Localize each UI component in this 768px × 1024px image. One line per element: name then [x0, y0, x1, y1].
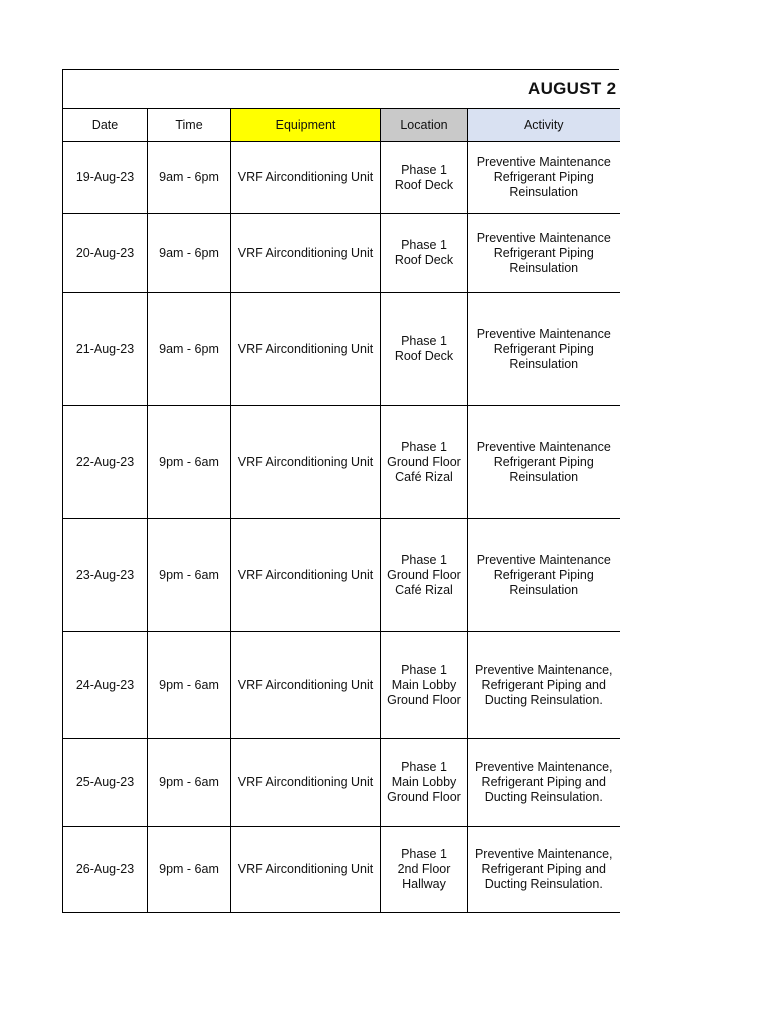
cell-location: Phase 1 Roof Deck — [381, 293, 468, 406]
cell-location: Phase 1 Roof Deck — [381, 214, 468, 293]
cell-activity: Preventive Maintenance Refrigerant Piping Reinsulation — [468, 406, 620, 519]
title-bar — [62, 69, 619, 108]
cell-activity: Preventive Maintenance, Refrigerant Piping and Ducting Reinsulation. — [468, 739, 620, 827]
table-row — [63, 739, 620, 827]
cell-time: 9pm - 6am — [148, 406, 231, 519]
table-row — [63, 142, 620, 214]
cell-location: Phase 1 Roof Deck — [381, 142, 468, 214]
cell-date: 19-Aug-23 — [63, 142, 148, 214]
cell-equipment: VRF Airconditioning Unit — [231, 827, 381, 913]
table-row — [63, 632, 620, 739]
cell-equipment: VRF Airconditioning Unit — [231, 293, 381, 406]
cell-time: 9pm - 6am — [148, 739, 231, 827]
table-row — [63, 519, 620, 632]
cell-date: 25-Aug-23 — [63, 739, 148, 827]
cell-location: Phase 1 2nd Floor Hallway — [381, 827, 468, 913]
cell-time: 9am - 6pm — [148, 142, 231, 214]
cell-time: 9pm - 6am — [148, 827, 231, 913]
cell-activity: Preventive Maintenance, Refrigerant Piping and Ducting Reinsulation. — [468, 632, 620, 739]
cell-activity: Preventive Maintenance, Refrigerant Piping and Ducting Reinsulation. — [468, 827, 620, 913]
header-equipment: Equipment — [231, 109, 381, 142]
table-row — [63, 406, 620, 519]
cell-time: 9am - 6pm — [148, 214, 231, 293]
cell-time: 9pm - 6am — [148, 632, 231, 739]
cell-equipment: VRF Airconditioning Unit — [231, 214, 381, 293]
cell-date: 22-Aug-23 — [63, 406, 148, 519]
cell-time: 9pm - 6am — [148, 519, 231, 632]
cell-equipment: VRF Airconditioning Unit — [231, 519, 381, 632]
cell-date: 23-Aug-23 — [63, 519, 148, 632]
cell-location: Phase 1 Main Lobby Ground Floor — [381, 739, 468, 827]
cell-location: Phase 1 Ground Floor Café Rizal — [381, 406, 468, 519]
cell-date: 20-Aug-23 — [63, 214, 148, 293]
header-location: Location — [381, 109, 468, 142]
header-date: Date — [63, 109, 148, 142]
header-activity: Activity — [468, 109, 620, 142]
cell-time: 9am - 6pm — [148, 293, 231, 406]
cell-date: 24-Aug-23 — [63, 632, 148, 739]
cell-activity: Preventive Maintenance Refrigerant Piping Reinsulation — [468, 214, 620, 293]
cell-location: Phase 1 Ground Floor Café Rizal — [381, 519, 468, 632]
cell-activity: Preventive Maintenance Refrigerant Piping Reinsulation — [468, 142, 620, 214]
cell-equipment: VRF Airconditioning Unit — [231, 739, 381, 827]
cell-activity: Preventive Maintenance Refrigerant Piping Reinsulation — [468, 293, 620, 406]
table-row — [63, 293, 620, 406]
sheet-title: AUGUST 2 — [528, 79, 617, 98]
cell-equipment: VRF Airconditioning Unit — [231, 142, 381, 214]
header-row — [63, 109, 620, 142]
table-row — [63, 827, 620, 913]
cell-activity: Preventive Maintenance Refrigerant Piping Reinsulation — [468, 519, 620, 632]
cell-date: 21-Aug-23 — [63, 293, 148, 406]
cell-equipment: VRF Airconditioning Unit — [231, 406, 381, 519]
schedule-table — [62, 108, 620, 913]
header-time: Time — [148, 109, 231, 142]
cell-date: 26-Aug-23 — [63, 827, 148, 913]
cell-location: Phase 1 Main Lobby Ground Floor — [381, 632, 468, 739]
cell-equipment: VRF Airconditioning Unit — [231, 632, 381, 739]
table-row — [63, 214, 620, 293]
schedule-sheet — [62, 69, 619, 913]
